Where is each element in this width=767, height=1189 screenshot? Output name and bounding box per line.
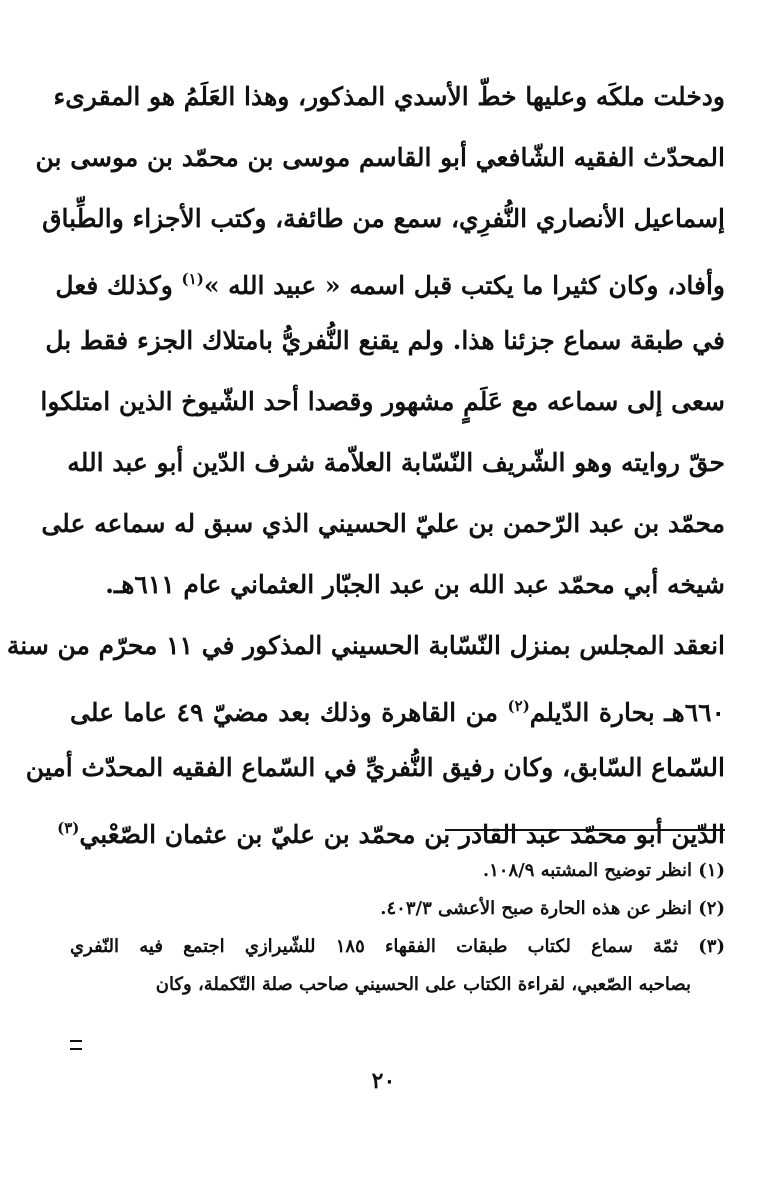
text-line-3: إسماعيل الأنصاري النُّفرِي، سمع من طائفة، وكتب الأجزاء والطِّباق xyxy=(42,204,725,233)
continuation-mark xyxy=(70,1040,82,1050)
text-line-8: محمّد بن عبد الرّحمن بن عليّ الحسيني الذي سبق له سماعه على xyxy=(41,509,725,538)
text-line-1: ودخلت ملكَه وعليها خطّ الأسدي المذكور، وهذا العَلَمُ هو المقرىء xyxy=(53,82,725,111)
text-line-12: السّماع السّابق، وكان رفيق النُّفريِّ في السّماع الفقيه المحدّث أمين xyxy=(25,753,725,782)
footnote-1: (١) انظر توضيح المشتبه ١٠٨/٩. xyxy=(482,860,725,881)
text-line-4 xyxy=(55,249,725,310)
footnote-2: (٢) انظر عن هذه الحارة صبح الأعشى ٤٠٣/٣. xyxy=(380,898,725,919)
footnote-marker-1: (١) xyxy=(181,270,204,288)
text-line-4-head: وأفاد، وكان كثيرا ما يكتب قبل اسمه « عبيد الله » xyxy=(203,271,725,300)
footnote-marker-2: (٢) xyxy=(507,697,530,715)
text-line-6: سعى إلى سماعه مع عَلَمٍ مشهور وقصدا أحد الشّيوخ الذين امتلكوا xyxy=(40,387,725,416)
page-number: ٢٠ xyxy=(371,1068,396,1094)
text-line-9: شيخه أبي محمّد عبد الله بن عبد الجبّار العثماني عام ٦١١هـ. xyxy=(105,570,725,599)
text-line-11-tail: من القاهرة وذلك بعد مضيّ ٤٩ عاما على xyxy=(70,698,499,727)
text-line-2: المحدّث الفقيه الشّافعي أبو القاسم موسى بن محمّد بن موسى بن xyxy=(35,143,725,172)
footnote-3-line-2: بصاحبه الصّعبي، لقراءة الكتاب على الحسيني صاحب صلة التّكملة، وكان xyxy=(155,974,691,995)
footnotes xyxy=(70,852,725,1004)
footnote-3-line-1: (٣) ثمّة سماع لكتاب طبقات الفقهاء ١٨٥ للشّيرازي اجتمع فيه النّفري xyxy=(70,936,725,957)
main-text xyxy=(6,66,725,859)
text-line-11 xyxy=(70,676,725,737)
text-line-13-text: الدّين أبو محمّد عبد القادر بن محمّد بن عليّ بن عثمان الصّعْبي xyxy=(79,820,725,849)
text-line-5: في طبقة سماع جزئنا هذا. ولم يقنع النُّفريُّ بامتلاك الجزء فقط بل xyxy=(45,326,725,355)
text-line-10: انعقد المجلس بمنزل النّسّابة الحسيني المذكور في ١١ محرّم من سنة xyxy=(6,631,725,660)
text-line-4-tail: وكذلك فعل xyxy=(55,271,173,300)
text-line-11-head: ٦٦٠هـ بحارة الدّيلم xyxy=(529,698,725,727)
text-line-7: حقّ روايته وهو الشّريف النّسّابة العلاّمة شرف الدّين أبو عبد الله xyxy=(67,448,725,477)
footnote-marker-3: (٣) xyxy=(57,819,80,837)
footnote-separator xyxy=(445,829,725,831)
